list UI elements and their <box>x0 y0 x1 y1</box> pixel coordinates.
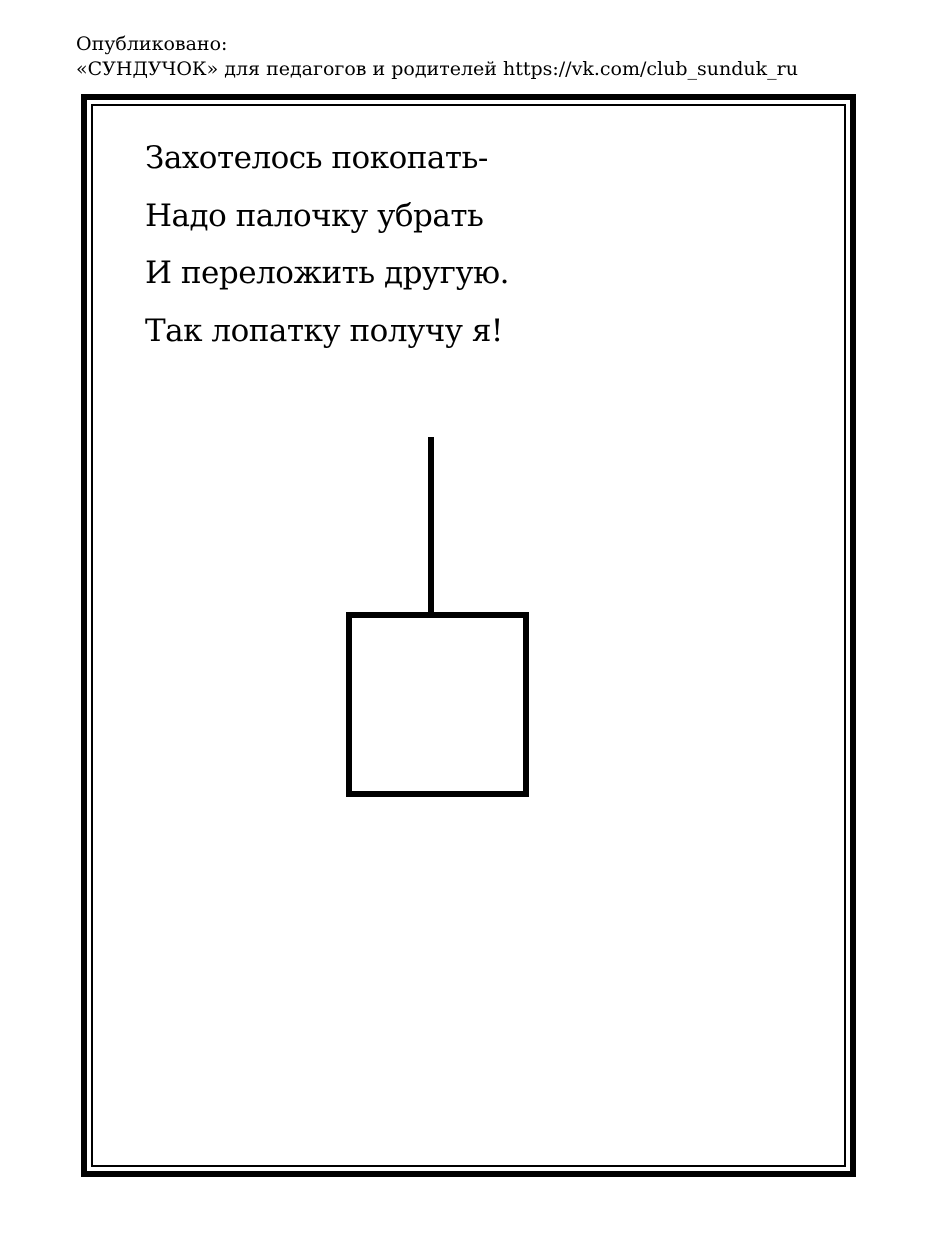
poem-line-3: И переложить другую. <box>145 255 509 291</box>
poem-line-4: Так лопатку получу я! <box>145 312 503 349</box>
poem-line-2: Надо палочку убрать <box>145 197 484 234</box>
source-line: «СУНДУЧОК» для педагогов и родителей https://vk.com/club_sunduk_ru <box>76 58 798 80</box>
poem-line-1: Захотелось покопать- <box>145 140 488 176</box>
published-label: Опубликовано: <box>76 33 228 55</box>
